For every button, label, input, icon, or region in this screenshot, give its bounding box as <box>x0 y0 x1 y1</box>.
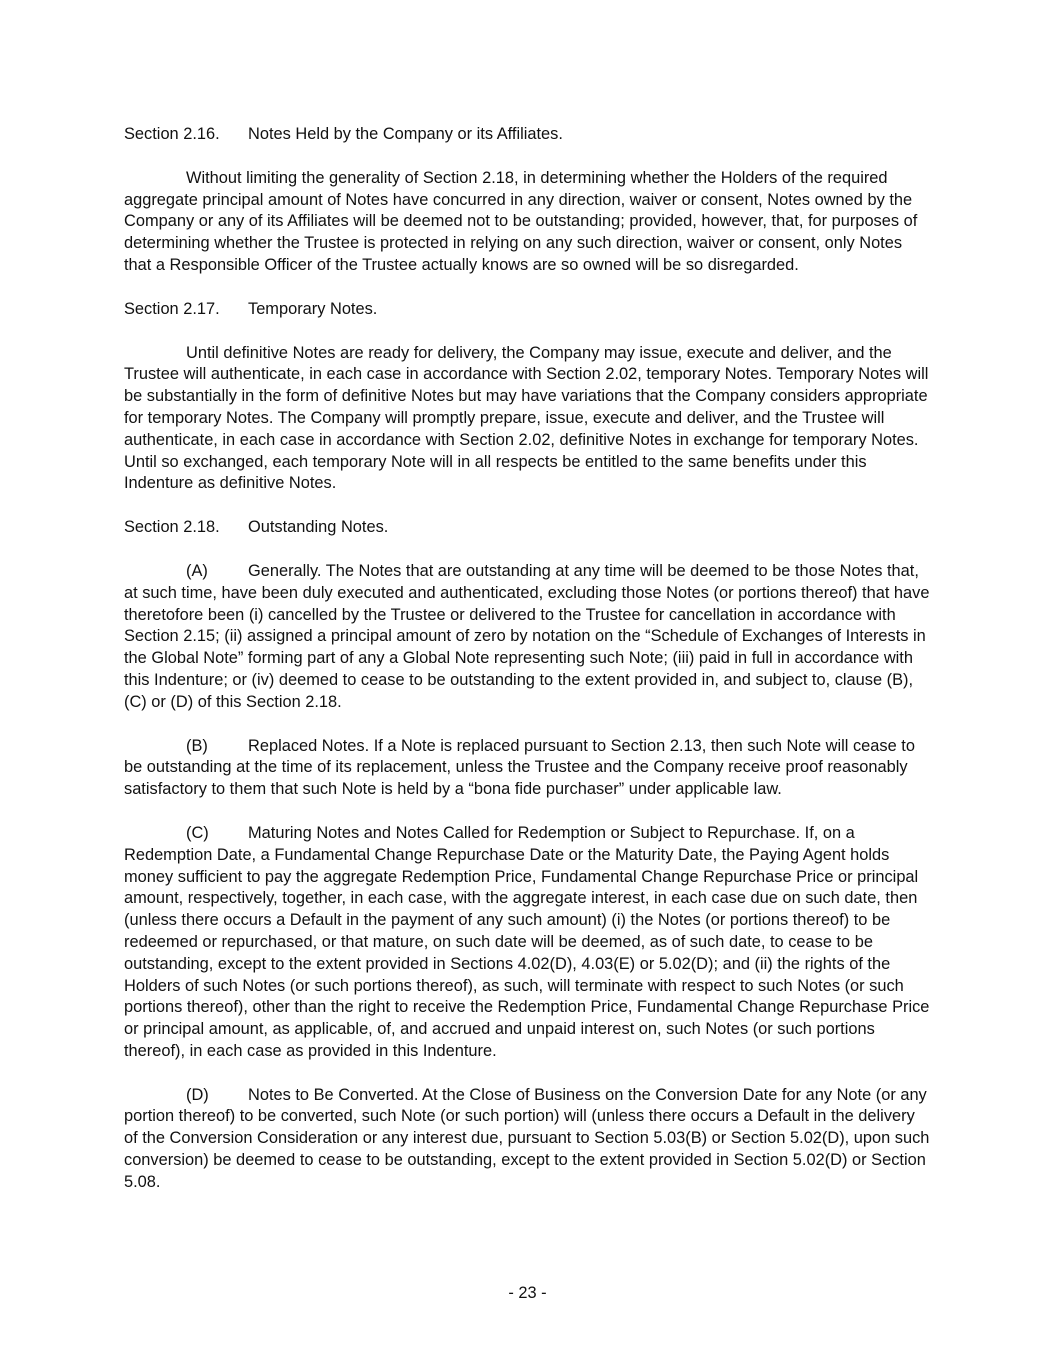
section-number: Section 2.16. <box>124 125 220 143</box>
section-number: Section 2.17. <box>124 299 220 318</box>
section-paragraph: Without limiting the generality of Section 2.18, in determining whether the Holders of the required aggregate principal amount of Notes have concurred in any direction, waiver or consent, Notes owned by the Company or any of its Affiliates will be deemed not to be outstanding; provided, however, that, for purposes of determining whether the Trustee is protected in relying on any such direction, waiver or consent, only Notes that a Responsible Officer of the Trustee actually knows are so owned will be so disregarded. <box>124 168 918 274</box>
section-title: Outstanding Notes. <box>248 518 389 537</box>
clause-label: (A) <box>186 561 208 580</box>
page-number: - 23 - <box>508 1284 547 1302</box>
clause-label: (B) <box>186 736 208 755</box>
clause-text: Generally. The Notes that are outstanding at any time will be deemed to be those Notes that, at such time, have been duly executed and authenticated, excluding those Notes (or portions thereof) that have theretofore been (i) cancelled by the Trustee or delivered to the Trustee for cancellation in accordance with Section 2.15; (ii) assigned a principal amount of zero by notation on the “Schedule of Exchanges of Interests in the Global Note” forming part of any a Global Note representing such Note; (iii) paid in full in accordance with this Indenture; or (iv) deemed to cease to be outstanding to the extent provided in, and subject to, clause (B), (C) or (D) of this Section 2.18. <box>124 561 930 711</box>
section-heading-2-18 <box>124 517 932 539</box>
section-title: Notes Held by the Company or its Affiliates. <box>248 125 563 143</box>
section-heading-2-17 <box>124 299 932 321</box>
document-body <box>124 124 932 1216</box>
clause-paragraph-b <box>124 736 932 801</box>
clause-text: Maturing Notes and Notes Called for Redemption or Subject to Repurchase. If, on a Redemption Date, a Fundamental Change Repurchase Date or the Maturity Date, the Paying Agent holds money sufficient to pay the aggregate Redemption Price, Fundamental Change Repurchase Price or principal amount, respectively, together, in each case, with the aggregate interest, in each case due on such date, then (unless there occurs a Default in the payment of any such amount) (i) the Notes (or portions thereof) to be redeemed or repurchased, or that mature, on such date will be deemed, as of such date, to cease to be outstanding, except to the extent provided in Sections 4.02(D), 4.03(E) or 5.02(D); and (ii) the rights of the Holders of such Notes (or such portions thereof), as such, will terminate with respect to such Notes (or such portions thereof), other than the right to receive the Redemption Price, Fundamental Change Repurchase Price or principal amount, as applicable, of, and accrued and unpaid interest on, such Notes (or such portions thereof), in each case as provided in this Indenture. <box>124 823 930 1060</box>
clause-paragraph-d <box>124 1085 932 1194</box>
clause-text: Notes to Be Converted. At the Close of Business on the Conversion Date for any Note (or any portion thereof) to be converted, such Note (or such portion) will (unless there occurs a Default in the delivery of the Conversion Consideration or any interest due, pursuant to Section 5.03(B) or Section 5.02(D), upon such conversion) be deemed to cease to be outstanding, except to the extent provided in Section 5.02(D) or Section 5.08. <box>124 1085 930 1191</box>
clause-label: (D) <box>186 1085 209 1104</box>
clause-paragraph-a <box>124 561 932 714</box>
section-title: Temporary Notes. <box>248 299 378 318</box>
clause-text: Replaced Notes. If a Note is replaced pursuant to Section 2.13, then such Note will cease to be outstanding at the time of its replacement, unless the Trustee and the Company receive proof reasonably satisfactory to them that such Note is held by a “bona fide purchaser” under applicable law. <box>124 736 915 799</box>
section-paragraph: Until definitive Notes are ready for delivery, the Company may issue, execute and deliver, and the Trustee will authenticate, in each case in accordance with Section 2.02, temporary Notes. Temporary Notes will be substantially in the form of definitive Notes but may have variations that the Company considers appropriate for temporary Notes. The Company will promptly prepare, issue, execute and deliver, and the Trustee will authenticate, in each case in accordance with Section 2.02, definitive Notes in exchange for temporary Notes. Until so exchanged, each temporary Note will in all respects be entitled to the same benefits under this Indenture as definitive Notes. <box>124 343 929 493</box>
section-heading-2-16 <box>124 124 932 146</box>
clause-paragraph-c <box>124 823 932 1063</box>
section-number: Section 2.18. <box>124 518 220 537</box>
clause-label: (C) <box>186 823 209 842</box>
